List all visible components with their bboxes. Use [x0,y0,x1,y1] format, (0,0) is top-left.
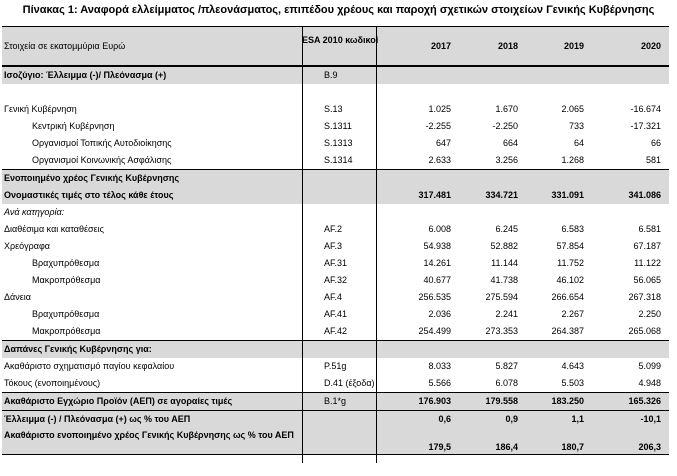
row-value: 331.091 [551,190,584,200]
row-value: 8.033 [428,361,451,371]
row-value: -10,1 [640,414,661,424]
row-label: Χρεόγραφα [4,241,51,251]
row-label: Βραχυπρόθεσμα [32,309,100,319]
row-value: 1,1 [571,414,584,424]
row-value: -16.674 [630,104,661,114]
row-esa-code: AF.3 [324,241,343,251]
row-value: 183.250 [551,396,584,406]
row-value: 256.535 [418,292,451,302]
row-value: 6.078 [495,378,518,388]
table-row [2,358,669,375]
table-row [2,204,669,221]
row-value: 647 [435,138,451,148]
table-row [2,187,669,204]
table-header [2,26,669,66]
row-value: 5.099 [638,361,661,371]
row-value: -17.321 [630,121,661,131]
row-value: 0,9 [505,414,518,424]
header-year: 2018 [497,41,518,51]
table-row [2,410,669,428]
table-row [2,340,669,358]
row-label: Ακαθάριστο σχηματισμό παγίου κεφαλαίου [4,361,175,371]
row-value: 1.025 [428,104,451,114]
row-value: 664 [502,138,518,148]
row-value: 41.738 [490,275,518,285]
row-value: 54.938 [423,241,451,251]
row-value: 176.903 [418,396,451,406]
row-esa-code: B.9 [324,70,338,80]
row-value: 64 [573,138,584,148]
table-row [2,152,669,169]
table-row [2,289,669,306]
header-esa: ESA 2010 κωδικοί [302,35,379,45]
row-value: 6.008 [428,224,451,234]
row-value: 179.558 [485,396,518,406]
row-value: 6.583 [561,224,584,234]
table-row [2,169,669,187]
row-esa-code: B.1*g [324,396,347,406]
row-esa-code: S.13 [324,104,343,114]
table-body [2,66,669,455]
row-esa-code: AF.42 [324,326,348,336]
row-value: 1.268 [561,155,584,165]
row-value: 4.643 [561,361,584,371]
row-value: 2.633 [428,155,451,165]
row-value: 2.267 [561,309,584,319]
row-label: Μακροπρόθεσμα [32,326,101,336]
table-row [2,135,669,152]
row-value: 1.670 [495,104,518,114]
row-label: Έλλειμμα (-) / Πλεόνασμα (+) ως % του ΑΕΠ [4,414,191,424]
row-value: 11.752 [557,258,584,268]
row-value: 273.353 [485,326,518,336]
row-esa-code: P.51g [324,361,347,371]
row-label: Οργανισμοί Τοπικής Αυτοδιοίκησης [32,138,172,148]
row-value: 11.144 [491,258,518,268]
table-row [2,238,669,255]
row-value: 46.102 [556,275,584,285]
row-value: 334.721 [485,190,518,200]
row-value: 266.654 [551,292,584,302]
row-label: Δαπάνες Γενικής Κυβέρνησης για: [4,344,152,354]
row-label: Δάνεια [4,292,31,302]
row-esa-code: AF.4 [324,292,343,302]
row-value: 6.245 [495,224,518,234]
row-value: 40.677 [423,275,451,285]
row-value: 67.187 [633,241,661,251]
row-esa-code: S.1314 [324,155,353,165]
column-divider [302,26,303,463]
row-value: 56.065 [633,275,661,285]
row-value: 581 [645,155,661,165]
row-label: Ονομαστικές τιμές στο τέλος κάθε έτους [4,190,174,200]
row-value: 0,6 [438,414,451,424]
row-value: 206,3 [638,442,661,452]
row-value: 2.250 [638,309,661,319]
row-esa-code: AF.2 [324,224,343,234]
row-label: Τόκους (ενοποιημένους) [4,378,101,388]
row-value: 317.481 [418,190,451,200]
row-esa-code: D.41 (έξοδα) [324,378,375,388]
row-esa-code: AF.41 [324,309,348,319]
table-row [2,118,669,135]
row-value: 165.326 [628,396,661,406]
row-value: 6.581 [638,224,661,234]
table-row [2,306,669,323]
row-label: Ακαθάριστο ενοποιημένο χρέος Γενικής Κυβέρνησης ως % του ΑΕΠ [4,430,294,440]
row-esa-code: S.1311 [324,121,352,131]
row-value: 66 [650,138,661,148]
row-label: Ισοζύγιο: Έλλειμμα (-)/ Πλεόνασμα (+) [4,70,167,80]
row-label: Μακροπρόθεσμα [32,275,101,285]
row-value: 3.256 [495,155,518,165]
row-value: 264.387 [551,326,584,336]
row-value: 2.241 [495,309,518,319]
row-value: 275.594 [485,292,518,302]
row-value: 180,7 [561,442,584,452]
row-value: 179,5 [428,442,451,452]
table-row [2,392,669,410]
row-value: 52.882 [490,241,518,251]
row-value: 254.499 [418,326,451,336]
row-esa-code: S.1313 [324,138,353,148]
table-row [2,375,669,392]
row-label: Κεντρική Κυβέρνηση [32,121,115,131]
row-value: 5.566 [428,378,451,388]
row-value: 5.503 [561,378,584,388]
row-value: 733 [568,121,584,131]
table-row [2,84,669,101]
row-label: Διαθέσιμα και καταθέσεις [4,224,104,234]
row-label: Ενοποιημένο χρέος Γενικής Κυβέρνησης [4,173,180,183]
row-value: 265.068 [628,326,661,336]
header-year: 2019 [563,41,584,51]
table-row [2,323,669,340]
row-label: Ανά κατηγορία: [4,207,65,217]
row-value: 4.948 [638,378,661,388]
row-value: 2.065 [561,104,584,114]
row-value: 267.318 [628,292,661,302]
row-esa-code: AF.31 [324,258,348,268]
header-label: Στοιχεία σε εκατομμύρια Ευρώ [4,41,126,51]
row-value: -2.250 [492,121,518,131]
row-label: Γενική Κυβέρνηση [4,104,77,114]
row-value: 14.261 [423,258,451,268]
table-row [2,101,669,118]
row-value: 2.036 [428,309,451,319]
row-value: 186,4 [495,442,518,452]
row-value: 11.122 [634,258,661,268]
row-value: 5.827 [495,361,518,371]
table-row [2,221,669,238]
row-esa-code: AF.32 [324,275,348,285]
table-row [2,255,669,272]
row-value: 57.854 [556,241,584,251]
table-row [2,272,669,289]
fiscal-table [2,26,669,455]
header-year: 2020 [640,41,661,51]
header-year: 2017 [430,41,451,51]
row-value: 341.086 [628,190,661,200]
row-label: Οργανισμοί Κοινωνικής Ασφάλισης [32,155,172,165]
row-label: Βραχυπρόθεσμα [32,258,100,268]
table-row [2,66,669,84]
row-value: -2.255 [425,121,451,131]
row-label: Ακαθάριστο Εγχώριο Προϊόν (ΑΕΠ) σε αγοραίες τιμές [4,396,233,406]
table-title: Πίνακας 1: Αναφορά ελλείμματος /πλεονάσματος, επιπέδου χρέους και παροχή σχετικών στοιχείων Γενικής Κυβέρνησης [22,4,655,16]
table-row [2,428,669,455]
column-divider [376,26,377,463]
